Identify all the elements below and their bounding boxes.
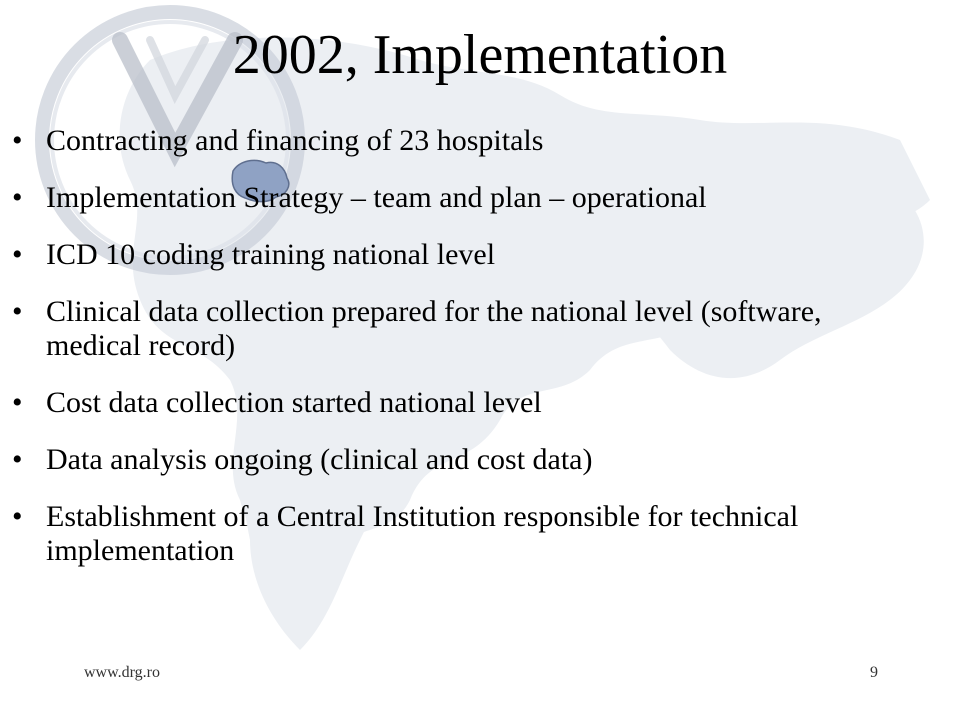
list-item [0, 386, 866, 420]
list-item [0, 443, 866, 477]
bullet-marker: • [12, 238, 23, 271]
bullet-marker: • [12, 500, 23, 533]
bullet-text: ICD 10 coding training national level [46, 238, 496, 271]
list-item [0, 238, 866, 272]
bullet-marker: • [12, 443, 23, 476]
list-item [0, 295, 866, 363]
bullet-marker: • [12, 181, 23, 214]
bullet-marker: • [12, 386, 23, 419]
list-item [0, 181, 866, 215]
bullet-text: Cost data collection started national level [46, 386, 542, 419]
slide-title: 2002, Implementation [232, 24, 728, 86]
bullet-text: Clinical data collection prepared for the national level (software, medical record) [46, 295, 822, 362]
bullet-text: Contracting and financing of 23 hospitals [46, 124, 544, 157]
page-number: 9 [870, 664, 878, 681]
bullet-text: Data analysis ongoing (clinical and cost data) [46, 443, 593, 476]
bullet-text: Establishment of a Central Institution responsible for technical implementation [46, 500, 799, 567]
bullet-text: Implementation Strategy – team and plan – operational [46, 181, 707, 214]
bullet-list [0, 124, 960, 591]
list-item [0, 124, 866, 158]
list-item [0, 500, 866, 568]
footer-url: www.drg.ro [84, 664, 160, 681]
bullet-marker: • [12, 124, 23, 157]
bullet-marker: • [12, 295, 23, 328]
